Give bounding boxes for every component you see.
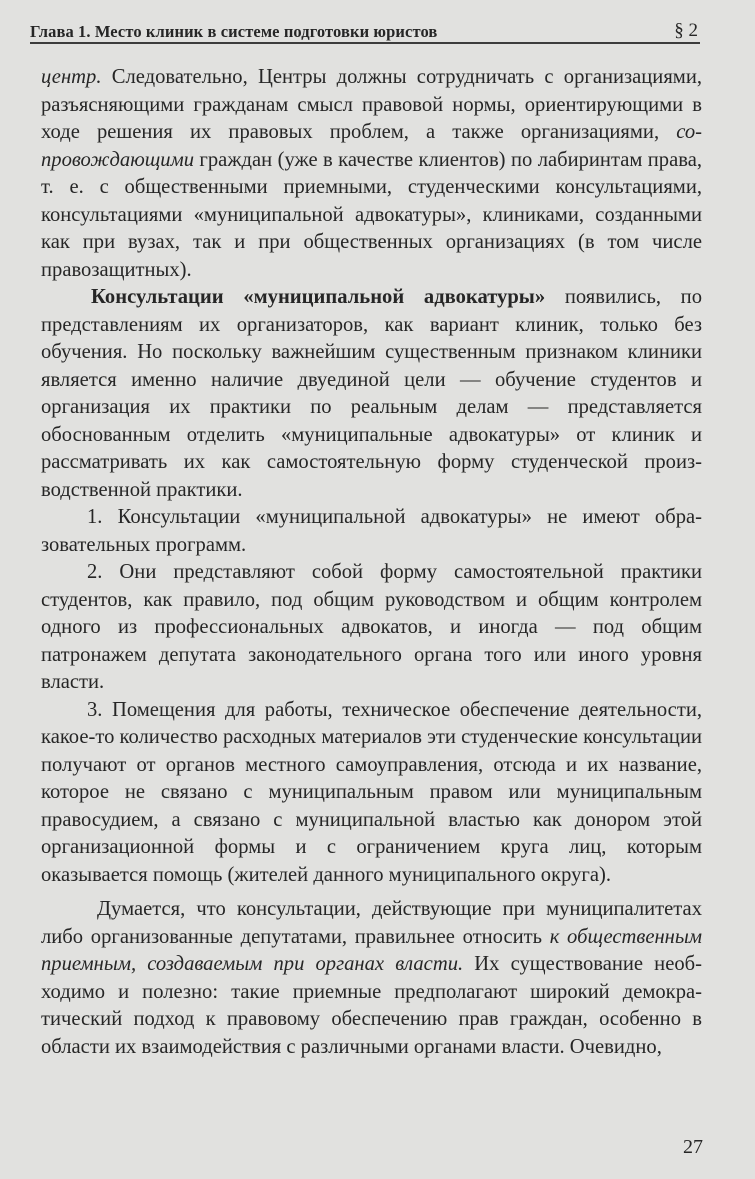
bold-term: Консультации «муниципальной адвокатуры» (91, 286, 546, 308)
italic-term: центр. (41, 66, 102, 88)
running-header (30, 20, 700, 44)
chapter-title: Глава 1. Место клиник в системе подготовки юристов (30, 22, 438, 41)
section-number: § 2 (674, 20, 698, 41)
paragraph-2: Консультации «муниципальной адвокатуры» появились, по представлениям их организаторов, как вариант клиник, только без обучения. Но поскольку важнейшим существенным признаком клиники является именно наличие двуединой цели — обучение студентов и организация их практики по реальным делам — представляется обоснованным отделить «муниципальные адвокатуры» от клиник и рассматривать их как самостоятельную форму студенческой производственной практики. (41, 286, 702, 501)
page-body (41, 64, 702, 1061)
italic-phrase: к общественным приемным, создаваемым при органах власти. (41, 925, 702, 975)
italic-term: сопровождающими (41, 121, 702, 171)
list-item-3: 3. Помещения для работы, техническое обеспечение деятельности, какое-то количество расходных материалов эти студенческие консультации получают от органов местного самоуправления, отсюда и их название, которое не связано с муниципальным правом или муниципальным правосудием, а связано с муниципальной властью как донором этой организационной формы и с ограничением круга лиц, которым оказывается помощь (жителей данного муниципального округа). (41, 698, 702, 886)
list-item-1: 1. Консультации «муниципальной адвокатуры» не имеют образовательных программ. (41, 506, 702, 556)
page-number: 27 (683, 1136, 703, 1158)
paragraph-6: Думается, что консультации, действующие при муниципалитетах либо организованные депутатами, правильнее относить к общественным приемным, создаваемым при органах власти. Их существование необходимо и полезно: такие приемные предполагают широкий демократический подход к правовому обеспечению прав граждан, особенно в области их взаимодействия с различными органами власти. Очевидно, (41, 898, 702, 1058)
list-item-2: 2. Они представляют собой форму самостоятельной практики студентов, как правило, под общим руководством и общим контролем одного из профессиональных адвокатов, и иногда — под общим патронажем депутата законодательного органа того или иного уровня власти. (41, 561, 702, 693)
paragraph-1: центр. Следовательно, Центры должны сотрудничать с организациями, разъясняющими гражданам смысл правовой нормы, ориентирующими в ходе решения их правовых проблем, а также организациями, сопровождающими граждан (уже в качестве клиентов) по лабиринтам права, т. е. с общественными приемными, студенческими консультациями, консультациями «муниципальной адвокатуры», клиниками, созданными как при вузах, так и при общественных организациях (в том числе правозащитных). (41, 66, 702, 281)
